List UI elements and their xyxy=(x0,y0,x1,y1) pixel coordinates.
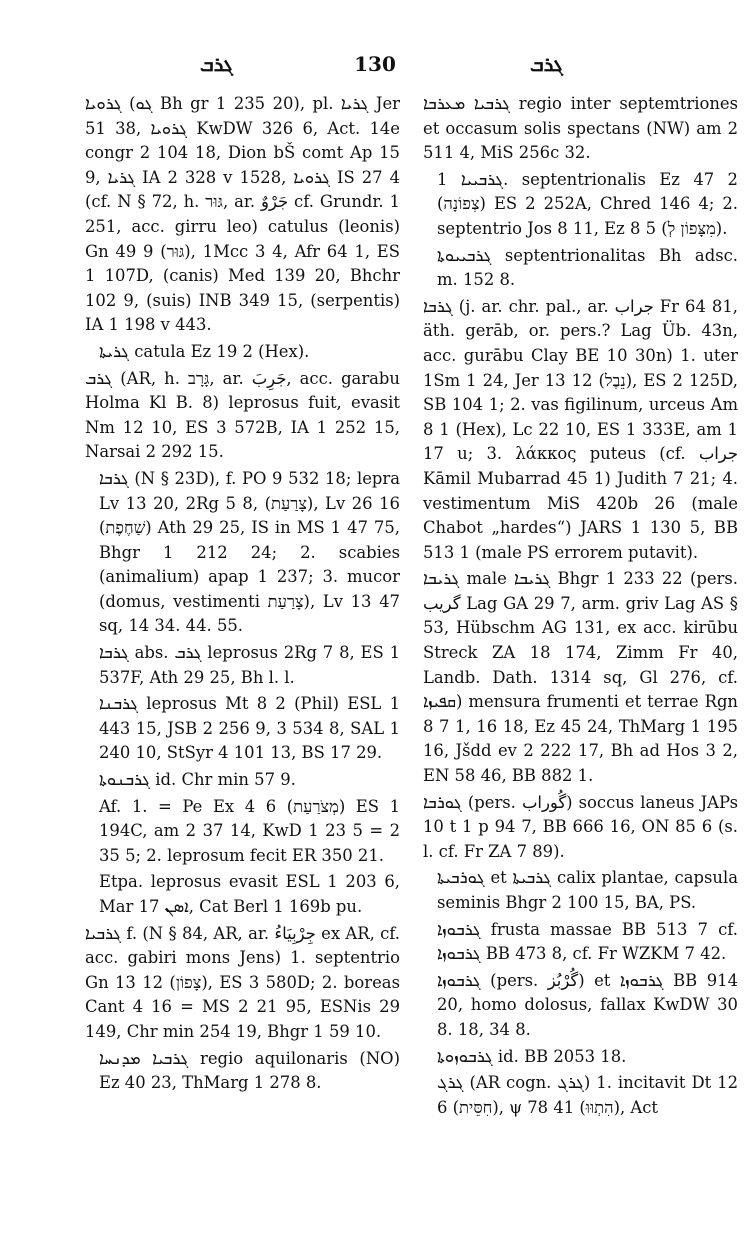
entry: Etpa. leprosus evasit ESL 1 203 6, Mar ܐܣܢ 17, Cat Berl 1 169b pu. xyxy=(99,872,400,916)
entry: ܓܪܒܘܙܐ frusta massae BB 513 7 cf. ܓܪܒܘܙܐ BB 473 8, cf. Fr WZKM 7 42. xyxy=(437,919,738,964)
entry: ܓܪܒ (AR, h. גָּרָב, ar. جَرِبَ, acc. garabu Holma Kl B. 8) leprosus fuit, evasit Nm 12 10, ES 3 572B, IA 1 252 15, Narsai 2 292 15. xyxy=(85,368,400,462)
right-column xyxy=(423,92,738,1122)
entry: ܓܪܒܐ abs. ܓܪܒ leprosus 2Rg 7 8, ES 1 537F, Ath 29 25, Bh l. l. xyxy=(99,643,400,687)
entry: ܓܪܒܐ (j. ar. chr. pal., ar. جراب Fr 64 81, äth. gerāb, or. pers.? Lag Üb. 43n, acc. gurābu Clay BE 10 30n) 1. uter 1Sm 1 24, Jer 13 12 (נֵבֶל), ES 2 125D, SB 104 1; 2. vas figilinum, urceus Am 8 1 (Hex), Lc 22 10, ES 1 333E, am 1 17 u; 3. λάκκος puteus (cf. جراب Kāmil Mubarrad 45 1) Judith 7 21; 4. vestimentum MiS 420b 26 (male Chabot „hardes“) JARS 1 130 5, BB 513 1 (male PS errorem putavit). xyxy=(423,296,738,562)
entry: ܓܪܒܝܐ f. (N § 84, AR, ar. جِرْبِيَاءُ ex AR, cf. acc. gabiri mons Jens) 1. septentrio Gn 13 12 (צָפוֹן), ES 3 580D; 2. boreas Cant 4 16 = MS 2 21 95, ESNis 29 149, Chr min 254 19, Bhgr 1 59 10. xyxy=(85,923,400,1041)
page-number: 130 xyxy=(354,52,396,76)
entry: ܓܘܪܒܝܬܐ et ܓܪܒܝܬܐ calix plantae, capsula seminis Bhgr 2 100 15, BA, PS. xyxy=(437,868,738,912)
entry: ܓܪܝܬܐ catula Ez 19 2 (Hex). xyxy=(99,341,310,361)
entry: ܓܪܒܢܘܬܐ id. Chr min 57 9. xyxy=(99,770,296,790)
entry: ܓܪܒܝܝܐ 1. septentrionalis Ez 47 2 (צְפוֹנָה) ES 2 252A, Chred 146 4; 2. septentrio Jos 8 11, Ez 8 5 (מִצָּפוֹן לְ). xyxy=(437,169,738,238)
page-header xyxy=(0,52,750,82)
header-left-catchword: ܓܪܒ xyxy=(200,52,234,76)
header-right-catchword: ܓܪܒ xyxy=(530,52,564,76)
entry: ܓܘܪܒܐ (pers. گُوراب) soccus laneus JAPs 10 t 1 p 94 7, BB 666 16, ON 85 6 (s. l. cf. Fr ZA 7 89). xyxy=(423,792,738,861)
entry: ܓܪܒܝܐ ܡܥܪܒܐ regio inter septemtriones et occasum solis spectans (NW) am 2 511 4, MiS 256c 32. xyxy=(423,94,738,163)
entry: ܓܪܒܘܙܐ (pers. گُرْبُز) et ܓܪܒܘܙܐ BB 914 20, homo dolosus, fallax KwDW 30 8. 18, 34 8. xyxy=(437,970,738,1039)
entry: Af. 1. = Pe Ex 4 6 (מְצֹרַעַת) ES 1 194C, am 2 37 14, KwD 1 23 5 = 2 35 5; 2. leprosum fecit ER 350 21. xyxy=(99,796,400,865)
entry: ܓܪܘܝܐ (ܓܘ Bh gr 1 235 20), pl. ܓܪܝܐ Jer 51 38, ܓܪܘܝܐ KwDW 326 6, Act. 14e congr 2 104 18, Dion bŠ comt Ap 15 9, ܓܪܝܐ IA 2 328 v 1528, ܓܪܘܝܐ IS 27 4 (cf. N § 72, h. גּוּר, ar. جَرْوٌ cf. Grundr. 1 251, acc. girru leo) catulus (leonis) Gn 49 9 (גּוּר), 1Mcc 3 4, Afr 64 1, ES 1 107D, (canis) Med 139 20, Bhchr 102 9, (suis) INB 349 15, (serpentis) IA 1 198 v 443. xyxy=(85,94,401,335)
entry: ܓܪܒܘܙܘܬܐ id. BB 2053 18. xyxy=(437,1046,627,1066)
entry: ܓܪܒܢܐ leprosus Mt 8 2 (Phil) ESL 1 443 15, JSB 2 256 9, 3 534 8, SAL 1 240 10, StSyr 4 101 13, BS 17 29. xyxy=(99,694,400,763)
entry: ܓܪܝܒܐ male ܓܪܝܒܐ Bhgr 1 233 22 (pers. گریب Lag GA 29 7, arm. griv Lag AS § 53, Hübschm AG 131, ex acc. kirūbu Streck ZA 18 174, Zimm Fr 40, Landb. Dath. 1314 sq, Gl 276, cf. ܩܦܝܙܐ) mensura frumenti et terrae Rgn 8 7 1, 16 18, Ez 45 24, ThMarg 1 195 16, Jšdd ev 2 222 17, Bh ad Hos 3 2, EN 58 46, BB 882 1. xyxy=(423,569,738,786)
entry: ܓܪܒܝܝܘܬܐ septentrionalitas Bh adsc. m. 152 8. xyxy=(437,245,738,290)
entry: ܓܪܓ (AR cogn. ܓܪܓ) 1. incitavit Dt 12 6 (חִסֵּית), ψ 78 41 (הִתְוּוּ), Act xyxy=(437,1073,739,1117)
entry: ܓܪܒܐ (N § 23D), f. PO 9 532 18; lepra Lv 13 20, 2Rg 5 8, (צָרַעַת), Lv 26 16 (שַׁחֶפֶת) Ath 29 25, IS in MS 1 47 75, Bhgr 1 212 24; 2. scabies (animalium) apap 1 237; 3. mucor (domus, vestimenti צָרַעַת), Lv 13 47 sq, 14 34. 44. 55. xyxy=(99,468,400,636)
left-column xyxy=(85,92,400,1098)
entry: ܓܪܒܝܐ ܡܕܢܚܐ regio aquilonaris (NO) Ez 40 23, ThMarg 1 278 8. xyxy=(99,1048,401,1093)
